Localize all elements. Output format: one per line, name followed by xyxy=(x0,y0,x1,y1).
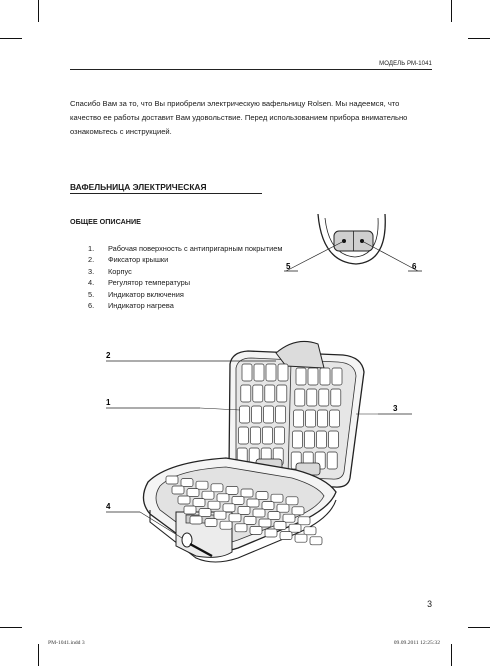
waffle-cell xyxy=(289,524,301,532)
waffle-cell xyxy=(196,481,208,489)
waffle-cell xyxy=(238,427,248,444)
waffle-cell xyxy=(295,534,307,542)
waffle-cell xyxy=(166,476,178,484)
waffle-cell xyxy=(268,512,280,520)
callout-3: 3 xyxy=(393,404,398,413)
waffle-cell xyxy=(262,502,274,510)
waffle-cell xyxy=(181,479,193,487)
waffle-cell xyxy=(202,491,214,499)
list-item-number: 3. xyxy=(88,266,95,276)
waffle-cell xyxy=(280,532,292,540)
waffle-cell xyxy=(304,431,314,448)
waffle-cell xyxy=(331,389,341,406)
waffle-cell xyxy=(223,504,235,512)
waffle-cell xyxy=(310,537,322,545)
waffle-cell xyxy=(252,406,262,423)
waffle-cell xyxy=(265,385,275,402)
list-item-label: Регулятор температуры xyxy=(108,278,190,288)
waffle-cell xyxy=(265,529,277,537)
list-item-number: 2. xyxy=(88,255,95,265)
waffle-cell xyxy=(187,489,199,497)
footer-timestamp: 09.09.2011 12:25:32 xyxy=(393,640,440,646)
waffle-cell xyxy=(250,526,262,534)
waffle-cell xyxy=(330,410,340,427)
waffle-cell xyxy=(250,427,260,444)
waffle-cell xyxy=(327,452,337,469)
waffle-cell xyxy=(229,514,241,522)
waffle-cell xyxy=(277,504,289,512)
subsection-title: ОБЩЕЕ ОПИСАНИЕ xyxy=(70,217,141,226)
list-item-number: 6. xyxy=(88,301,95,311)
waffle-cell xyxy=(271,494,283,502)
waffle-cell xyxy=(264,406,274,423)
waffle-cell xyxy=(318,410,328,427)
waffle-cell xyxy=(295,389,305,406)
callout-4: 4 xyxy=(106,502,111,511)
waffle-cell xyxy=(247,499,259,507)
waffle-cell xyxy=(320,368,330,385)
waffle-cell xyxy=(306,410,316,427)
footer-file-name: PM-1041.indd 3 xyxy=(48,640,85,646)
waffle-cell xyxy=(292,507,304,515)
waffle-cell xyxy=(220,521,232,529)
waffle-cell xyxy=(283,514,295,522)
waffle-cell xyxy=(274,522,286,530)
waffle-cell xyxy=(199,509,211,517)
waffle-cell xyxy=(254,364,264,381)
waffle-cell xyxy=(256,492,268,500)
waffle-cell xyxy=(298,517,310,525)
waffle-cell xyxy=(193,499,205,507)
waffle-cell xyxy=(184,506,196,514)
waffle-cell xyxy=(241,489,253,497)
waffle-cell xyxy=(211,484,223,492)
list-item-number: 4. xyxy=(88,278,95,288)
waffle-cell xyxy=(208,501,220,509)
waffle-cell xyxy=(232,496,244,504)
waffle-cell xyxy=(226,486,238,494)
waffle-cell xyxy=(292,431,302,448)
waffle-cell xyxy=(276,406,286,423)
waffle-cell xyxy=(217,494,229,502)
waffle-cell xyxy=(277,385,287,402)
callout-5: 5 xyxy=(286,262,291,271)
waffle-cell xyxy=(190,516,202,524)
waffle-cell xyxy=(304,527,316,535)
waffle-cell xyxy=(296,368,306,385)
list-item-label: Индикатор включения xyxy=(108,289,184,299)
waffle-cell xyxy=(253,385,263,402)
waffle-cell xyxy=(253,509,265,517)
waffle-cell xyxy=(286,497,298,505)
waffle-cell xyxy=(172,486,184,494)
waffle-cell xyxy=(178,496,190,504)
waffle-cell xyxy=(205,519,217,527)
page-number: 3 xyxy=(427,599,432,609)
list-item-label: Рабочая поверхность с антипригарным покрытием xyxy=(108,244,283,253)
waffle-cell xyxy=(307,389,317,406)
section-title: ВАФЕЛЬНИЦА ЭЛЕКТРИЧЕСКАЯ xyxy=(70,182,207,192)
waffle-cell xyxy=(241,385,251,402)
waffle-cell xyxy=(262,427,272,444)
waffle-cell xyxy=(238,506,250,514)
waffle-cell xyxy=(308,368,318,385)
list-item-number: 1. xyxy=(88,244,95,253)
waffle-cell xyxy=(259,519,271,527)
list-item-label: Индикатор нагрева xyxy=(108,301,174,311)
waffle-cell xyxy=(294,410,304,427)
intro-paragraph: Спасибо Вам за то, что Вы приобрели электрическую вафельницу Rolsen. Мы надеемся, что качество ее работы доставит Вам удовольствие. Перед использованием прибора внимательно ознакомьтесь с инструкцией. xyxy=(70,99,408,137)
waffle-cell xyxy=(244,516,256,524)
waffle-cell xyxy=(214,511,226,519)
model-header: МОДЕЛЬ РМ-1041 xyxy=(379,61,432,67)
waffle-cell xyxy=(235,524,247,532)
waffle-cell xyxy=(274,427,284,444)
callout-2: 2 xyxy=(106,351,111,360)
waffle-cell xyxy=(266,364,276,381)
callout-6: 6 xyxy=(412,262,417,271)
list-item-number: 5. xyxy=(88,289,95,299)
waffle-cell xyxy=(278,364,288,381)
waffle-cell xyxy=(328,431,338,448)
list-item-label: Корпус xyxy=(108,266,132,276)
waffle-cell xyxy=(319,389,329,406)
callout-1: 1 xyxy=(106,398,111,407)
waffle-cell xyxy=(332,368,342,385)
waffle-cell xyxy=(242,364,252,381)
waffle-cell xyxy=(316,431,326,448)
list-item-label: Фиксатор крышки xyxy=(108,255,169,265)
waffle-cell xyxy=(240,406,250,423)
